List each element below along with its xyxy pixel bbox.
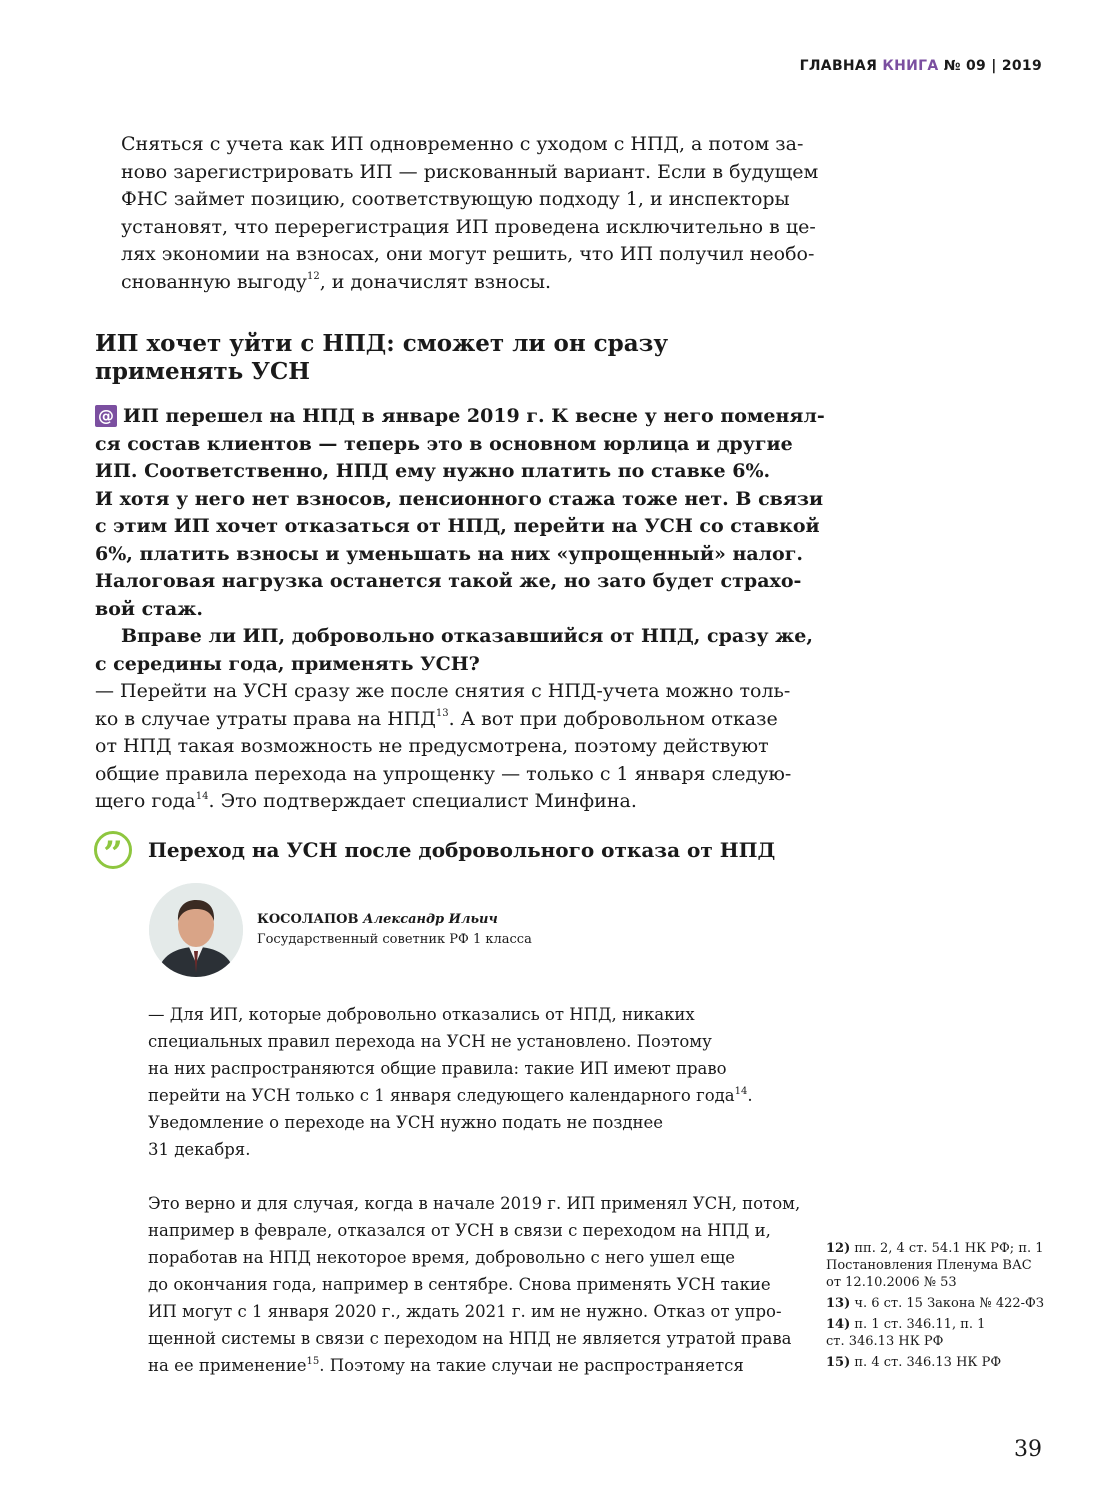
text-line: например в феврале, отказался от УСН в связи с переходом на НПД и, — [148, 1221, 771, 1240]
text-line: с середины года, применять УСН? — [95, 652, 480, 675]
footnote-ref: 12 — [306, 271, 320, 283]
text-line: на них распространяются общие правила: такие ИП имеют право — [148, 1059, 727, 1078]
section-heading: ИП хочет уйти с НПД: сможет ли он сразу применять УСН — [95, 330, 669, 385]
text-line: установят, что перерегистрация ИП проведена исключительно в це- — [121, 215, 816, 238]
quote-icon: ” — [94, 831, 132, 869]
expert-name: КОСОЛАПОВ Александр Ильич — [257, 912, 498, 927]
footnote-ref: 14 — [734, 1085, 748, 1097]
text-line: до окончания года, например в сентябре. Снова применять УСН такие — [148, 1275, 771, 1294]
expert-block-title: Переход на УСН после добровольного отказа от НПД — [148, 838, 776, 862]
question-block: @ ИП перешел на НПД в январе 2019 г. К весне у него поменял- ся состав клиентов — теперь это в основном юрлица и другие ИП. Соответственно, НПД ему нужно платить по ставке 6%. И хотя у него нет взносов, пенсионного стажа тоже нет. В связи с этим ИП хочет отказаться от НПД, перейти на УСН со ставкой 6%, платить взносы и уменьшать на них «упрощенный» налог. Налоговая нагрузка останется такой же, но зато будет страхо- вой стаж. Вправе ли ИП, добровольно отказавшийся от НПД, сразу же, с середины года, применять УСН? — Перейти на УСН сразу же после снятия с НПД-учета можно толь- ко в случае утраты права на НПД$^{13}$. А вот при добровольном отказе от НПД такая возможность не предусмотрена, поэтому действуют общие правила перехода на упрощенку — только с 1 января следую- щего года$^{14}$. Это подтверждает специалист Минфина. — [95, 403, 771, 816]
text-line: специальных правил перехода на УСН не установлено. Поэтому — [148, 1032, 712, 1051]
text-line: от НПД такая возможность не предусмотрена, поэтому действуют — [95, 735, 769, 757]
text-line: общие правила перехода на упрощенку — только с 1 января следую- — [95, 762, 792, 785]
text-line: поработав на НПД некоторое время, добровольно с него ушел еще — [148, 1248, 736, 1267]
expert-role: Государственный советник РФ 1 класса — [257, 932, 532, 947]
magazine-header — [800, 58, 1042, 74]
text-line: Налоговая нагрузка останется такой же, но зато будет страхо- — [95, 570, 802, 592]
footnote-ref: 13 — [435, 708, 449, 720]
at-icon: @ — [95, 405, 117, 427]
text-line: 6%, платить взносы и уменьшать на них «упрощенный» налог. — [95, 542, 803, 565]
footnote-15: 15) п. 4 ст. 346.13 НК РФ — [826, 1355, 1002, 1370]
brand-main: ГЛАВНАЯ — [799, 58, 878, 74]
footnote-12: 12) пп. 2, 4 ст. 54.1 НК РФ; п. 1 Постановления Пленума ВАС от 12.10.2006 № 53 — [826, 1241, 1044, 1290]
brand-accent: КНИГА — [882, 58, 939, 74]
footnote-ref: 15 — [306, 1355, 320, 1367]
text-line: вой стаж. — [95, 597, 204, 620]
answer-paragraph: — Перейти на УСН сразу же после снятия с НПД-учета можно толь- ко в случае утраты права на НПД$^{13}$. А вот при добровольном отказе от НПД такая возможность не предусмотрена, поэтому действуют общие правила перехода на упрощенку — только с 1 января следую- щего года$^{14}$. Это подтверждает специалист Минфина. — [95, 680, 792, 812]
text-line: Сняться с учета как ИП одновременно с уходом с НПД, а потом за- — [121, 133, 804, 155]
text-line: И хотя у него нет взносов, пенсионного стажа тоже нет. В связи — [95, 487, 824, 510]
text-line: ИП могут с 1 января 2020 г., ждать 2021 г. им не нужно. Отказ от упро- — [148, 1302, 782, 1321]
text-line: ФНС займет позицию, соответствующую подходу 1, и инспекторы — [121, 188, 790, 210]
intro-paragraph — [95, 131, 819, 296]
text-line: с этим ИП хочет отказаться от НПД, перейти на УСН со ставкой — [95, 515, 820, 537]
text-line: лях экономии на взносах, они могут решить, что ИП получил необо- — [121, 243, 815, 265]
expert-portrait-icon — [149, 883, 243, 977]
text-line: 31 декабря. — [148, 1140, 251, 1159]
text-line: щенной системы в связи с переходом на НПД не является утратой права — [148, 1329, 792, 1348]
text-line: — Перейти на УСН сразу же после снятия с НПД-учета можно толь- — [95, 680, 791, 702]
text-line: ся состав клиентов — теперь это в основном юрлица и другие — [95, 432, 793, 455]
footnote-14: 14) п. 1 ст. 346.11, п. 1 ст. 346.13 НК РФ — [826, 1317, 986, 1349]
expert-avatar — [149, 883, 243, 977]
footnote-ref: 14 — [195, 790, 209, 802]
footnotes — [826, 1240, 1056, 1375]
text-line: Вправе ли ИП, добровольно отказавшийся от НПД, сразу же, — [121, 625, 813, 647]
text-line: ново зарегистрировать ИП — рискованный вариант. Если в будущем — [121, 160, 819, 183]
text-line: — Для ИП, которые добровольно отказались от НПД, никаких — [148, 1005, 695, 1024]
text-line: Уведомление о переходе на УСН нужно подать не позднее — [148, 1113, 664, 1132]
expert-quote-p2: Это верно и для случая, когда в начале 2019 г. ИП применял УСН, потом, например в феврале, отказался от УСН в связи с переходом на НПД и, поработав на НПД некоторое время, добровольно с него ушел еще до окончания года, например в сентябре. Снова применять УСН такие ИП могут с 1 января 2020 г., ждать 2021 г. им не нужно. Отказ от упро- щенной системы в связи с переходом на НПД не является утратой права на ее применение$^{15}$. Поэтому на такие случаи не распространяется — [148, 1190, 748, 1379]
expert-quote-p1: — Для ИП, которые добровольно отказались от НПД, никаких специальных правил перехода на УСН не установлено. Поэтому на них распространяются общие правила: такие ИП имеют право перейти на УСН только с 1 января следующего календарного года$^{14}$. Уведомление о переходе на УСН нужно подать не позднее 31 декабря. — [148, 1001, 748, 1163]
text-line: Это верно и для случая, когда в начале 2019 г. ИП применял УСН, потом, — [148, 1194, 801, 1213]
text-line: ИП. Соответственно, НПД ему нужно платить по ставке 6%. — [95, 460, 771, 482]
issue-number: № 09 | 2019 — [943, 58, 1042, 74]
text-line: снованную выгоду$^{12}$, и доначислят взносы. — [121, 270, 552, 293]
page-number: 39 — [1014, 1437, 1042, 1462]
footnote-13: 13) ч. 6 ст. 15 Закона № 422-ФЗ — [826, 1296, 1044, 1311]
